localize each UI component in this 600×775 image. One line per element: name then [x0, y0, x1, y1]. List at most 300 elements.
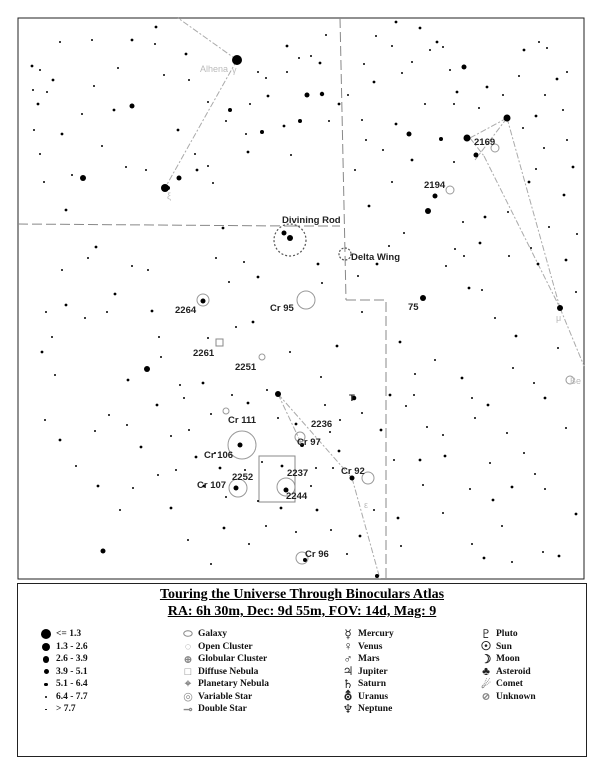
star — [382, 149, 384, 151]
star — [566, 71, 568, 73]
star — [533, 382, 535, 384]
star — [544, 94, 546, 96]
star — [175, 469, 177, 471]
object-legend: ⬭ Galaxy ◌ Open Cluster ⊕ Globular Cluster □ Diffuse Nebula ⌖ Planetary Nebula ◎ Variable Star ⊸ Double Star — [178, 628, 269, 716]
star — [329, 431, 331, 433]
label-alhena: Alhena — [200, 64, 229, 74]
star — [361, 119, 363, 121]
star — [403, 232, 405, 234]
star — [119, 509, 121, 511]
label-2261: 2261 — [193, 348, 215, 359]
star — [399, 341, 402, 344]
star-dot-icon — [45, 709, 47, 711]
star — [61, 269, 63, 271]
star — [295, 423, 298, 426]
star — [283, 125, 286, 128]
star — [46, 91, 48, 93]
star — [444, 455, 447, 458]
star — [376, 263, 379, 266]
moon-icon: ☽ — [480, 651, 492, 666]
misc-legend: ♇ Pluto ☉ Sun ☽ Moon ♣ Asteroid ☄ Comet ⊘ Unknown — [476, 628, 536, 703]
star — [80, 175, 86, 181]
star — [43, 181, 45, 183]
star — [511, 486, 514, 489]
star — [453, 103, 455, 105]
star — [91, 39, 93, 41]
star — [170, 507, 173, 510]
star — [463, 255, 465, 257]
star — [248, 543, 250, 545]
star — [557, 347, 559, 349]
star — [65, 304, 68, 307]
star — [166, 186, 170, 190]
star — [400, 545, 402, 547]
label-cr97: Cr 97 — [297, 437, 321, 448]
star — [243, 261, 245, 263]
star — [257, 500, 259, 502]
star — [275, 391, 281, 397]
star — [325, 34, 327, 36]
label-mu: μ — [556, 313, 562, 323]
star — [347, 94, 349, 96]
star — [511, 561, 513, 563]
unknown-icon: ⊘ — [481, 691, 491, 704]
label-cr95: Cr 95 — [270, 303, 294, 314]
star — [462, 221, 464, 223]
sun-icon: ☉ — [480, 639, 492, 654]
star — [320, 92, 324, 96]
star — [245, 133, 247, 135]
star — [316, 509, 319, 512]
star — [289, 351, 291, 353]
star — [305, 93, 310, 98]
star — [177, 176, 182, 181]
star — [234, 486, 239, 491]
jupiter-icon: ♃ — [342, 664, 354, 679]
star — [380, 429, 383, 432]
star — [280, 507, 283, 510]
star — [429, 49, 431, 51]
star — [31, 65, 34, 68]
star — [319, 62, 322, 65]
magnitude-row: <= 1.3 — [36, 628, 88, 641]
star — [101, 145, 103, 147]
star — [187, 539, 189, 541]
star-dot-icon — [45, 696, 48, 699]
label-xi: ξ — [167, 191, 172, 201]
star — [544, 488, 546, 490]
star — [504, 115, 511, 122]
star — [365, 139, 367, 141]
star — [414, 373, 416, 375]
star — [75, 465, 77, 467]
star — [196, 169, 199, 172]
mars-icon: ♂ — [343, 651, 353, 666]
star — [310, 55, 312, 57]
star — [461, 377, 464, 380]
star — [575, 291, 577, 293]
star — [563, 194, 566, 197]
star — [456, 91, 459, 94]
star — [202, 382, 205, 385]
star — [177, 129, 180, 132]
star — [106, 311, 108, 313]
star — [419, 459, 422, 462]
star — [442, 46, 444, 48]
star — [317, 263, 320, 266]
star — [530, 247, 532, 249]
star — [373, 81, 376, 84]
star — [41, 351, 44, 354]
label-cr106: Cr 106 — [204, 450, 234, 461]
star — [373, 509, 375, 511]
star — [361, 311, 363, 313]
star — [54, 374, 56, 376]
double-star-icon: ⊸ — [183, 703, 193, 716]
star — [188, 429, 190, 431]
star — [160, 356, 162, 358]
star — [375, 35, 377, 37]
label-2194: 2194 — [424, 180, 446, 191]
star — [474, 153, 479, 158]
star — [247, 151, 250, 154]
star — [462, 65, 467, 70]
star — [534, 473, 536, 475]
label-2264: 2264 — [175, 305, 197, 316]
star — [557, 305, 563, 311]
pluto-icon: ♇ — [480, 626, 492, 641]
star — [195, 456, 198, 459]
star — [290, 154, 292, 156]
star — [556, 78, 559, 81]
star — [257, 71, 259, 73]
star — [170, 435, 172, 437]
star — [132, 487, 134, 489]
star — [210, 563, 212, 565]
star — [247, 402, 250, 405]
star — [424, 103, 426, 105]
star — [219, 467, 222, 470]
label-delta-wing: Delta Wing — [351, 252, 400, 263]
star — [94, 430, 96, 432]
label-2237: 2237 — [287, 468, 309, 479]
star — [266, 389, 268, 391]
star — [391, 45, 393, 47]
star — [147, 269, 149, 271]
galaxy-icon: ⬭ — [183, 627, 193, 640]
star — [512, 367, 514, 369]
star — [565, 259, 568, 262]
magnitude-row: 1.3 - 2.6 — [36, 641, 88, 654]
star — [562, 109, 564, 111]
star — [228, 108, 232, 112]
star — [411, 61, 413, 63]
label-gamma: γ — [232, 65, 237, 75]
star — [468, 287, 471, 290]
star — [114, 293, 117, 296]
star — [235, 326, 237, 328]
venus-icon: ♀ — [343, 639, 353, 654]
star — [433, 194, 438, 199]
neptune-icon: ♆ — [342, 701, 354, 716]
star — [210, 413, 212, 415]
star — [33, 129, 35, 131]
star — [407, 132, 412, 137]
star — [453, 161, 455, 163]
star — [201, 299, 206, 304]
star — [391, 181, 393, 183]
star — [363, 63, 365, 65]
star — [207, 337, 209, 339]
star — [359, 535, 362, 538]
star — [361, 412, 363, 414]
mercury-icon: ☿ — [344, 626, 352, 641]
star — [502, 94, 504, 96]
star — [238, 443, 243, 448]
star — [222, 227, 225, 230]
star — [346, 553, 348, 555]
star — [37, 103, 40, 106]
star — [81, 113, 83, 115]
star — [471, 397, 473, 399]
star-dot-icon — [43, 656, 50, 663]
star — [261, 461, 263, 463]
star — [310, 485, 312, 487]
star — [436, 41, 439, 44]
star — [157, 474, 159, 476]
star — [163, 74, 165, 76]
star — [188, 79, 190, 81]
star — [338, 450, 341, 453]
star — [61, 133, 64, 136]
star — [156, 404, 159, 407]
star — [260, 130, 264, 134]
star — [225, 496, 227, 498]
star — [232, 55, 242, 65]
label-2244: 2244 — [286, 491, 308, 502]
star — [405, 405, 407, 407]
star — [45, 311, 47, 313]
star — [59, 439, 62, 442]
star — [338, 103, 341, 106]
star — [471, 543, 473, 545]
star — [397, 517, 400, 520]
star — [298, 119, 302, 123]
planetary-nebula-icon: ⌖ — [184, 677, 192, 690]
star — [469, 488, 471, 490]
globular-cluster-icon: ⊕ — [183, 653, 193, 666]
star — [101, 549, 106, 554]
star — [95, 246, 98, 249]
star — [265, 525, 267, 527]
star — [558, 555, 561, 558]
star — [185, 53, 188, 56]
star — [484, 216, 487, 219]
star — [546, 47, 548, 49]
star — [155, 26, 158, 29]
star — [84, 317, 86, 319]
star — [287, 235, 293, 241]
star — [97, 485, 100, 488]
star — [413, 394, 415, 396]
star-dot-icon — [41, 629, 51, 639]
star — [126, 424, 128, 426]
star — [481, 289, 483, 291]
star — [506, 432, 508, 434]
star — [225, 120, 227, 122]
star — [320, 376, 322, 378]
star — [422, 484, 424, 486]
star — [154, 43, 156, 45]
star — [395, 21, 398, 24]
star — [442, 434, 444, 436]
star — [518, 75, 520, 77]
star — [401, 72, 403, 74]
star — [281, 465, 284, 468]
star — [39, 153, 41, 155]
atlas-subtitle: RA: 6h 30m, Dec: 9d 55m, FOV: 14d, Mag: 9 — [167, 604, 437, 619]
star — [324, 404, 326, 406]
star — [479, 242, 482, 245]
star — [535, 168, 537, 170]
label-cr96: Cr 96 — [305, 549, 329, 560]
star — [215, 257, 217, 259]
star — [523, 452, 525, 454]
star — [87, 257, 89, 259]
star — [328, 120, 330, 122]
star — [420, 295, 426, 301]
star — [223, 527, 226, 530]
star — [131, 39, 134, 42]
star — [286, 45, 289, 48]
star — [454, 248, 456, 250]
star — [282, 231, 287, 236]
star — [537, 263, 540, 266]
star — [267, 95, 270, 98]
star — [336, 345, 339, 348]
star — [434, 359, 436, 361]
label-2169: 2169 — [474, 137, 496, 148]
star — [368, 205, 371, 208]
label-be: Be — [570, 376, 582, 386]
star — [411, 159, 414, 162]
label-2251: 2251 — [235, 362, 257, 373]
star — [295, 531, 297, 533]
magnitude-row: 2.6 - 3.9 — [36, 653, 88, 666]
planet-legend: ☿ Mercury ♀ Venus ♂ Mars ♃ Jupiter ♄ Saturn ⛢ Uranus ♆ Neptune — [338, 628, 394, 716]
star — [298, 57, 300, 59]
star-dot-icon — [44, 683, 48, 687]
star — [426, 426, 428, 428]
variable-star-icon: ◎ — [183, 691, 193, 704]
asteroid-icon: ♣ — [482, 664, 490, 679]
star — [286, 71, 288, 73]
star — [265, 77, 267, 79]
magnitude-row: > 7.7 — [36, 703, 88, 716]
star — [140, 446, 143, 449]
star — [489, 462, 491, 464]
star — [59, 41, 61, 43]
label-divining-rod: Divining Rod — [282, 215, 341, 226]
star — [71, 174, 73, 176]
star — [522, 127, 524, 129]
star — [566, 139, 568, 141]
star — [125, 166, 127, 168]
star — [507, 211, 509, 213]
label-eps: ε — [364, 500, 369, 510]
star — [332, 467, 334, 469]
star — [52, 79, 55, 82]
label-2252: 2252 — [232, 472, 254, 483]
star — [108, 414, 110, 416]
star — [419, 27, 422, 30]
star — [321, 282, 323, 284]
star — [144, 366, 150, 372]
star — [535, 115, 538, 118]
star — [543, 147, 545, 149]
star — [330, 529, 332, 531]
star — [548, 226, 550, 228]
star — [257, 276, 260, 279]
star — [449, 69, 451, 71]
atlas-title: Touring the Universe Through Binoculars Atlas — [159, 587, 445, 602]
star — [244, 469, 246, 471]
star — [249, 103, 251, 105]
comet-icon: ☄ — [481, 678, 491, 691]
star — [93, 85, 95, 87]
star — [145, 169, 147, 171]
star — [65, 209, 68, 212]
star — [439, 137, 443, 141]
star — [393, 459, 395, 461]
saturn-icon: ♄ — [342, 676, 354, 691]
label-T: T — [349, 393, 355, 404]
star — [486, 86, 489, 89]
label-cr107: Cr 107 — [197, 480, 227, 491]
star-dot-icon — [42, 643, 50, 651]
magnitude-row: 5.1 - 6.4 — [36, 678, 88, 691]
star — [228, 281, 230, 283]
star — [501, 525, 503, 527]
star — [474, 417, 476, 419]
star — [442, 512, 444, 514]
star — [151, 310, 154, 313]
star — [32, 89, 34, 91]
star — [538, 41, 540, 43]
star — [494, 317, 496, 319]
label-cr92: Cr 92 — [341, 466, 365, 477]
star — [207, 165, 209, 167]
star — [508, 255, 510, 257]
star — [113, 109, 116, 112]
star — [252, 321, 255, 324]
star — [575, 513, 578, 516]
diffuse-nebula-icon: □ — [184, 665, 192, 678]
star — [389, 394, 392, 397]
star — [194, 153, 196, 155]
star — [315, 467, 317, 469]
star — [388, 245, 390, 247]
star — [231, 394, 233, 396]
star — [130, 104, 135, 109]
star — [464, 135, 471, 142]
star — [158, 336, 160, 338]
star — [528, 181, 531, 184]
star — [576, 233, 578, 235]
magnitude-row: 3.9 - 5.1 — [36, 666, 88, 679]
star — [565, 427, 567, 429]
star — [487, 404, 490, 407]
